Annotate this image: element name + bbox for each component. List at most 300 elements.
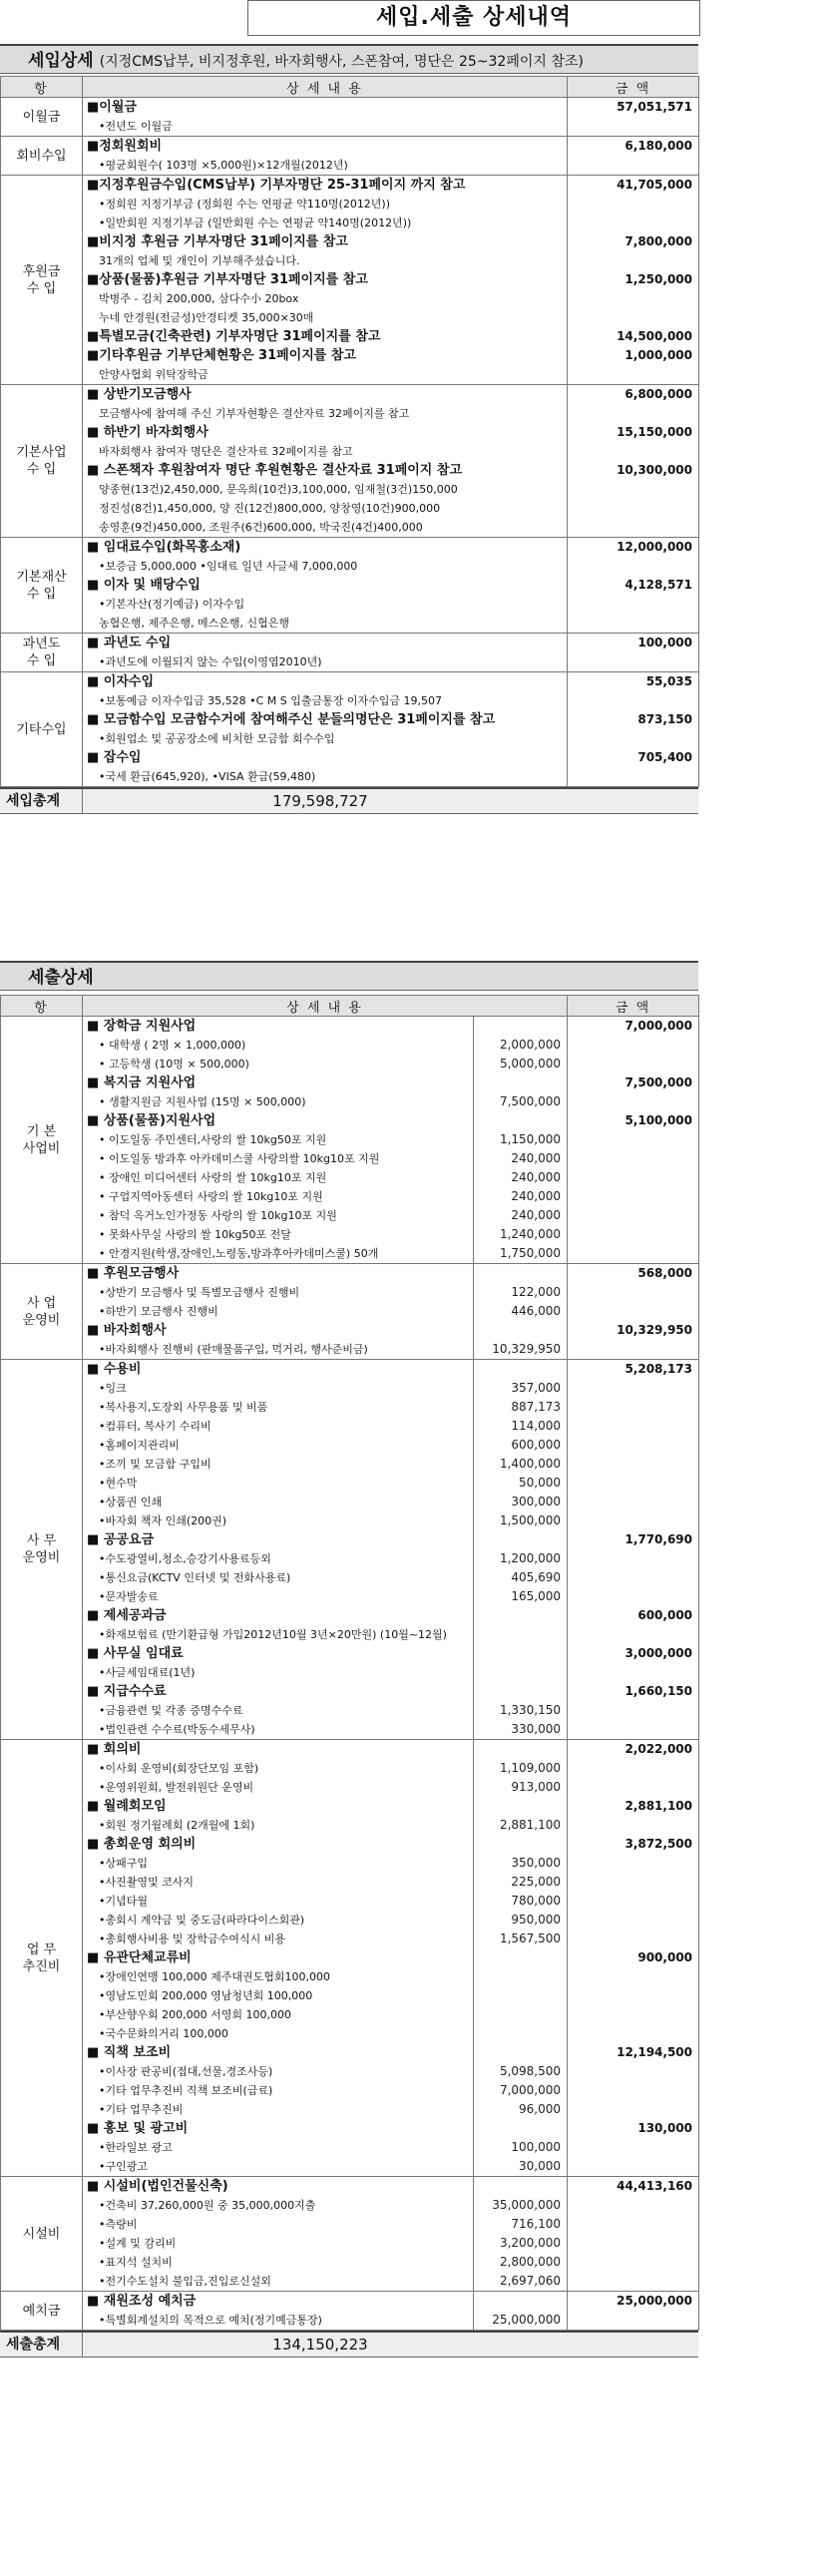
income-row [1, 176, 699, 385]
income-item-amount: 55,035 [645, 674, 692, 688]
expense-item-subamount: 913,000 [511, 1780, 562, 1794]
income-category: 회비수입 [1, 137, 83, 176]
expense-item-detail: •사진촬영및 코사지 [99, 1876, 194, 1889]
expense-item-amount [568, 2081, 698, 2100]
expense-item-subamount: 950,000 [511, 1913, 562, 1927]
expense-item-detail: •설계 및 감리비 [99, 2237, 177, 2250]
expense-item-amount [568, 1187, 698, 1206]
expense-item-heading: ■ 상품(물품)지원사업 [87, 1113, 216, 1128]
expense-item-subamount [474, 2292, 567, 2311]
expense-item-subamount: 30,000 [519, 2159, 562, 2173]
income-item-heading: ■ 하반기 바자회행사 [87, 425, 209, 440]
income-item-amount [568, 365, 698, 384]
expense-item-amount [568, 2272, 698, 2291]
expense-subamount-cell [474, 1264, 568, 1360]
expense-item-amount: 44,413,160 [617, 2179, 693, 2193]
expense-item-subamount: 716,100 [511, 2217, 562, 2231]
expense-item-subamount [474, 2024, 567, 2043]
expense-item-detail: • 장애인 미디어센터 사랑의 쌀 10kg10포 지원 [99, 1171, 327, 1184]
expense-item-amount [568, 1720, 698, 1739]
income-item-amount: 705,400 [637, 750, 692, 764]
expense-item-heading: ■ 사무실 임대료 [87, 1646, 184, 1661]
income-item-amount: 57,051,571 [617, 100, 692, 114]
expense-heading-text: 세출상세 [28, 968, 94, 988]
expense-item-amount [568, 1549, 698, 1568]
expense-item-amount: 2,881,100 [625, 1799, 693, 1813]
income-detail-cell [83, 385, 568, 538]
expense-item-amount [568, 2138, 698, 2157]
expense-item-subamount [474, 1986, 567, 2005]
expense-item-amount [568, 1930, 698, 1948]
expense-item-detail: •총회행사비용 및 장학금수여식시 비용 [99, 1932, 285, 1945]
expense-item-amount [568, 1474, 698, 1493]
expense-item-detail: •문자발송료 [99, 1590, 159, 1603]
expense-item-heading: ■ 장학금 지원사업 [87, 1019, 197, 1034]
expense-item-detail: •표지석 설치비 [99, 2256, 173, 2269]
expense-item-subamount: 780,000 [511, 1894, 562, 1908]
page-title: 세입.세출 상세내역 [247, 0, 700, 36]
expense-item-amount [568, 1986, 698, 2005]
expense-item-detail: •컴퓨터, 복사기 수리비 [99, 1420, 211, 1433]
expense-item-detail: • 안경지원(학생,장애인,노령동,방과후아카데미스쿨) 50개 [99, 1247, 379, 1260]
income-item-amount: 873,150 [637, 712, 692, 726]
expense-item-detail: •기타 업무추진비 직책 보조비(급료) [99, 2084, 273, 2097]
expense-item-detail: •부산향우회 200,000 서영회 100,000 [99, 2008, 291, 2021]
expense-item-detail: •상반기 모금행사 및 특별모금행사 진행비 [99, 1286, 300, 1299]
income-item-amount [568, 156, 698, 175]
expense-item-subamount [474, 1360, 567, 1379]
expense-item-detail: • 구업지역아동센터 사랑의 쌀 10kg10포 지원 [99, 1190, 323, 1203]
expense-item-subamount: 1,400,000 [499, 1457, 562, 1471]
expense-item-detail: •운영위원회, 발전위원단 운영비 [99, 1781, 254, 1794]
expense-item-amount [568, 1778, 698, 1797]
expense-col-amount: 금 액 [568, 996, 699, 1017]
income-row [1, 538, 699, 634]
expense-row [1, 2292, 699, 2331]
income-row [1, 98, 699, 137]
income-item-detail: •국세 환급(645,920), •VISA 환급(59,480) [99, 770, 316, 783]
expense-item-amount: 1,660,150 [625, 1684, 693, 1698]
income-detail-cell [83, 176, 568, 385]
expense-col-detail: 상 세 내 용 [83, 996, 568, 1017]
income-item-amount: 1,000,000 [625, 348, 692, 362]
income-category: 기타수입 [1, 672, 83, 787]
income-item-detail: 송영훈(9건)450,000, 조원주(6건)600,000, 박국진(4건)400,000 [99, 521, 423, 534]
expense-item-detail: • 대학생 ( 2명 × 1,000,000) [99, 1039, 246, 1052]
expense-item-subamount: 122,000 [511, 1285, 562, 1299]
expense-item-subamount: 1,150,000 [499, 1132, 562, 1146]
income-item-amount [568, 214, 698, 232]
expense-subamount-cell [474, 2177, 568, 2292]
expense-item-subamount [474, 1530, 567, 1549]
expense-item-detail: •이사장 판공비(접대,선물,경조사등) [99, 2065, 273, 2078]
expense-item-amount: 10,329,950 [617, 1323, 693, 1337]
income-item-amount [568, 691, 698, 710]
income-item-detail: 정진성(8건)1,450,000, 양 진(12건)800,000, 양창영(10건)900,000 [99, 502, 441, 515]
expense-item-amount [568, 2100, 698, 2119]
expense-item-subamount: 240,000 [511, 1189, 562, 1203]
expense-item-subamount [474, 1797, 567, 1816]
income-item-amount [568, 518, 698, 537]
expense-item-amount [568, 1149, 698, 1168]
expense-item-subamount: 240,000 [511, 1208, 562, 1222]
expense-detail-cell [83, 1264, 474, 1360]
expense-item-amount [568, 1283, 698, 1302]
expense-item-detail: •화재보험료 (만기환급형 가입2012년10월 3년×20만원) (10월~12월) [99, 1628, 447, 1641]
expense-item-amount [568, 1701, 698, 1720]
income-item-detail: 31개의 업체 및 개인이 기부해주셨습니다. [99, 254, 300, 267]
expense-item-detail: •건축비 37,260,000원 중 35,000,000지출 [99, 2199, 316, 2212]
expense-row [1, 1264, 699, 1360]
expense-item-detail: •금융관련 및 각종 증명수수료 [99, 1704, 243, 1717]
expense-item-subamount [474, 1682, 567, 1701]
income-section-heading [0, 44, 698, 74]
expense-item-amount [568, 1911, 698, 1930]
expense-item-subamount [474, 1835, 567, 1854]
expense-item-subamount [474, 1967, 567, 1986]
expense-item-amount [568, 1759, 698, 1778]
expense-item-heading: ■ 홍보 및 광고비 [87, 2121, 189, 2136]
expense-item-heading: ■ 회의비 [87, 1742, 142, 1757]
expense-item-detail: •구인광고 [99, 2160, 148, 2173]
expense-item-detail: •법인관련 수수료(박동수세무사) [99, 1723, 255, 1736]
income-item-heading: ■ 이자수입 [87, 674, 155, 689]
expense-item-heading: ■ 수용비 [87, 1362, 142, 1377]
income-item-detail: 바자회행사 참여자 명단은 결산자료 32페이지를 참고 [99, 445, 353, 458]
income-item-amount [568, 595, 698, 614]
expense-item-subamount: 2,881,100 [499, 1818, 562, 1832]
income-item-detail: •보통예금 이자수입금 35,528 •C M S 입출금통장 이자수입금 19,507 [99, 694, 442, 707]
income-row [1, 137, 699, 176]
expense-detail-cell [83, 1360, 474, 1740]
expense-item-subamount: 25,000,000 [492, 2313, 562, 2327]
income-amount-cell [568, 98, 699, 137]
expense-item-detail: •조끼 및 모금함 구입비 [99, 1458, 211, 1471]
expense-category: 사 무 운영비 [1, 1360, 83, 1740]
expense-item-amount [568, 1663, 698, 1682]
expense-item-heading: ■ 직책 보조비 [87, 2045, 172, 2060]
income-item-heading: ■특별모금(긴축관련) 기부자명단 31페이지를 참고 [87, 329, 381, 344]
income-amount-cell [568, 176, 699, 385]
expense-item-detail: •회원 정기월례회 (2개월에 1회) [99, 1819, 255, 1832]
expense-category: 업 무 추진비 [1, 1740, 83, 2177]
expense-row [1, 1017, 699, 1264]
expense-item-amount [568, 2062, 698, 2081]
expense-item-detail: •영남도민회 200,000 영남청년회 100,000 [99, 1989, 313, 2002]
income-item-detail: 누네 안경원(전금성)안경티켓 35,000×30매 [99, 311, 314, 324]
expense-item-heading: ■ 총회운영 회의비 [87, 1837, 197, 1852]
expense-item-subamount [474, 1625, 567, 1644]
expense-item-amount [568, 1892, 698, 1911]
income-detail-cell [83, 672, 568, 787]
expense-item-amount: 568,000 [637, 1266, 693, 1280]
expense-item-amount [568, 2234, 698, 2253]
expense-item-amount: 25,000,000 [617, 2294, 693, 2308]
expense-item-subamount: 446,000 [511, 1304, 562, 1318]
expense-item-detail: •상패구입 [99, 1857, 148, 1870]
expense-item-subamount [474, 1073, 567, 1092]
income-item-heading: ■기타후원금 기부단체현황은 31페이지를 참고 [87, 348, 356, 363]
expense-item-heading: ■ 지급수수료 [87, 1684, 167, 1699]
expense-item-detail: •바자회행사 진행비 (판매물품구입, 먹거리, 행사준비금) [99, 1343, 368, 1356]
income-col-amount: 금 액 [568, 77, 699, 98]
expense-amount-cell [568, 1017, 699, 1264]
expense-item-subamount [474, 2005, 567, 2024]
income-item-detail: •일반회원 지정기부금 (일반회원 수는 연평균 약140명(2012년)) [99, 216, 412, 229]
expense-section-heading [0, 961, 698, 991]
income-item-amount: 100,000 [637, 636, 692, 649]
expense-item-heading: ■ 복지금 지원사업 [87, 1075, 197, 1090]
income-item-detail: •과년도에 이월되지 않는 수입(이영엽2010년) [99, 655, 322, 668]
expense-item-amount: 1,770,690 [625, 1532, 693, 1546]
expense-item-subamount [474, 1740, 567, 1759]
expense-item-heading: ■ 월례회모임 [87, 1799, 167, 1814]
expense-item-detail: •바자회 책자 인쇄(200권) [99, 1514, 227, 1527]
expense-item-subamount: 165,000 [511, 1589, 562, 1603]
expense-total-label: 세출총계 [6, 2337, 61, 2353]
expense-subamount-cell [474, 1017, 568, 1264]
income-item-detail: 모금행사에 참여해 주신 기부자현황은 결산자료 32페이지를 참고 [99, 407, 410, 420]
expense-item-subamount: 5,000,000 [499, 1057, 562, 1071]
expense-item-amount [568, 1036, 698, 1055]
expense-item-detail: •전기수도설치 불입금,진입로신설외 [99, 2275, 271, 2288]
expense-item-amount [568, 2157, 698, 2176]
expense-item-subamount: 96,000 [519, 2102, 562, 2116]
income-total-row [0, 787, 698, 814]
income-detail-cell [83, 538, 568, 634]
income-total-value: 179,598,727 [272, 792, 368, 810]
expense-item-subamount [474, 2177, 567, 2196]
income-item-amount [568, 652, 698, 671]
expense-item-subamount: 225,000 [511, 1875, 562, 1889]
expense-item-detail: •상품권 인쇄 [99, 1496, 163, 1508]
expense-item-subamount: 600,000 [511, 1438, 562, 1452]
expense-item-amount: 7,000,000 [625, 1019, 693, 1033]
expense-item-subamount [474, 2119, 567, 2138]
expense-item-detail: •하반기 모금행사 진행비 [99, 1305, 218, 1318]
expense-item-amount: 2,022,000 [625, 1742, 693, 1756]
expense-item-subamount: 357,000 [511, 1381, 562, 1395]
expense-item-subamount [474, 1017, 567, 1036]
income-row [1, 385, 699, 538]
income-item-heading: ■정회원회비 [87, 139, 163, 154]
expense-item-subamount: 2,800,000 [499, 2255, 562, 2269]
expense-item-detail: • 이도일동 방과후 아카데미스쿨 사랑의쌀 10kg10포 지원 [99, 1152, 380, 1165]
expense-item-detail: •기념타월 [99, 1895, 148, 1908]
income-item-detail: •평균회원수( 103명 ×5,000원)×12개월(2012년) [99, 159, 348, 172]
income-item-detail: 박병주 - 김치 200,000, 삼다수小 20box [99, 292, 299, 305]
expense-item-subamount: 1,567,500 [499, 1932, 562, 1945]
expense-item-subamount: 7,000,000 [499, 2083, 562, 2097]
expense-item-subamount: 2,000,000 [499, 1038, 562, 1052]
expense-item-amount [568, 1493, 698, 1511]
expense-item-subamount: 5,098,500 [499, 2064, 562, 2078]
expense-item-subamount: 330,000 [511, 1722, 562, 1736]
expense-item-subamount: 1,750,000 [499, 1246, 562, 1260]
income-item-amount [568, 729, 698, 748]
expense-table [0, 995, 699, 2331]
expense-item-amount [568, 1568, 698, 1587]
income-item-heading: ■ 상반기모금행사 [87, 387, 192, 402]
income-item-heading: ■비지정 후원금 기부자명단 31페이지를 참고 [87, 234, 348, 249]
income-item-amount [568, 308, 698, 327]
income-item-heading: ■이월금 [87, 100, 137, 115]
income-item-detail: •보증금 5,000,000 •임대료 일년 사글세 7,000,000 [99, 560, 358, 573]
expense-item-detail: •측량비 [99, 2218, 138, 2231]
income-item-amount [568, 767, 698, 786]
expense-amount-cell [568, 1264, 699, 1360]
income-item-heading: ■ 잡수입 [87, 750, 142, 765]
expense-item-subamount: 240,000 [511, 1151, 562, 1165]
income-item-amount [568, 404, 698, 423]
income-item-amount [568, 499, 698, 518]
income-item-heading: ■지정후원금수입(CMS납부) 기부자명단 25-31페이지 까지 참고 [87, 178, 466, 193]
expense-total-value: 134,150,223 [272, 2336, 368, 2354]
expense-item-subamount: 240,000 [511, 1170, 562, 1184]
expense-item-detail: •홈페이지관리비 [99, 1439, 180, 1452]
expense-item-amount [568, 1455, 698, 1474]
income-amount-cell [568, 672, 699, 787]
income-amount-cell [568, 634, 699, 672]
income-item-detail: 안양사협회 위탁장학금 [99, 368, 209, 381]
expense-item-amount: 130,000 [637, 2121, 693, 2135]
expense-item-detail: •이사회 운영비(회장단모임 포함) [99, 1762, 259, 1775]
expense-item-detail: • 고등학생 (10명 × 500,000) [99, 1058, 249, 1071]
expense-item-heading: ■ 제세공과금 [87, 1608, 167, 1623]
expense-item-detail: •복사용지,도장외 사무용품 및 비품 [99, 1401, 268, 1414]
expense-category: 사 업 운영비 [1, 1264, 83, 1360]
expense-category: 시설비 [1, 2177, 83, 2292]
expense-item-heading: ■ 재원조성 예치금 [87, 2294, 197, 2309]
income-item-amount: 10,300,000 [617, 463, 692, 477]
expense-item-subamount: 300,000 [511, 1495, 562, 1508]
expense-total-row [0, 2331, 698, 2358]
income-item-heading: ■ 모금함수입 모금함수거에 참여해주신 분들의명단은 31페이지를 참고 [87, 712, 496, 727]
income-item-amount [568, 251, 698, 270]
expense-item-detail: •수도광열비,청소,승강기사용료등외 [99, 1552, 271, 1565]
expense-item-subamount [474, 1644, 567, 1663]
income-category: 기본재산 수 입 [1, 538, 83, 634]
expense-category: 예치금 [1, 2292, 83, 2331]
income-item-amount [568, 195, 698, 214]
expense-subamount-cell [474, 1360, 568, 1740]
expense-col-category: 항 [1, 996, 83, 1017]
expense-item-amount [568, 2005, 698, 2024]
expense-item-amount: 3,000,000 [625, 1646, 693, 1660]
expense-item-detail: • 못화사무실 사랑의 쌀 10kg50포 전달 [99, 1228, 291, 1241]
expense-item-amount [568, 2215, 698, 2234]
income-item-amount: 6,180,000 [625, 139, 692, 153]
expense-item-amount: 5,100,000 [625, 1113, 693, 1127]
expense-item-subamount: 7,500,000 [499, 1094, 562, 1108]
expense-item-amount: 600,000 [637, 1608, 693, 1622]
income-item-amount: 41,705,000 [617, 178, 692, 192]
expense-item-subamount: 1,200,000 [499, 1551, 562, 1565]
income-col-category: 항 [1, 77, 83, 98]
expense-detail-cell [83, 2177, 474, 2292]
expense-item-amount [568, 1130, 698, 1149]
expense-item-amount [568, 1168, 698, 1187]
income-detail-cell [83, 634, 568, 672]
expense-item-amount: 7,500,000 [625, 1075, 693, 1089]
income-item-heading: ■ 스폰책자 후원참여자 명단 후원현황은 결산자료 31페이지 참고 [87, 463, 463, 478]
income-item-heading: ■ 이자 및 배당수입 [87, 578, 201, 593]
income-heading-text: 세입상세 [28, 51, 94, 71]
expense-item-amount: 12,194,500 [617, 2045, 693, 2059]
expense-item-subamount [474, 1264, 567, 1283]
income-item-amount [568, 289, 698, 308]
income-detail-cell [83, 98, 568, 137]
income-category: 이월금 [1, 98, 83, 137]
expense-item-subamount: 100,000 [511, 2140, 562, 2154]
income-item-detail: 농협은행, 제주은행, 메스은행, 신협은행 [99, 617, 289, 630]
expense-item-subamount: 10,329,950 [492, 1342, 562, 1356]
income-col-detail: 상 세 내 용 [83, 77, 568, 98]
income-item-heading: ■ 과년도 수입 [87, 636, 172, 650]
expense-item-subamount: 1,500,000 [499, 1513, 562, 1527]
expense-item-subamount [474, 1948, 567, 1967]
expense-item-subamount [474, 1606, 567, 1625]
income-item-detail: 양종현(13건)2,450,000, 문옥희(10건)3,100,000, 임재철(3건)150,000 [99, 483, 458, 496]
expense-item-amount [568, 1340, 698, 1359]
expense-item-amount [568, 2196, 698, 2215]
expense-item-detail: •잉크 [99, 1382, 127, 1395]
income-item-amount: 7,800,000 [625, 234, 692, 248]
expense-item-amount [568, 1511, 698, 1530]
expense-item-amount: 900,000 [637, 1950, 693, 1964]
expense-item-amount [568, 2024, 698, 2043]
income-item-amount: 6,800,000 [625, 387, 692, 401]
income-item-amount: 14,500,000 [617, 329, 692, 343]
expense-item-detail: •사글세임대료(1년) [99, 1666, 196, 1679]
expense-item-subamount [474, 1663, 567, 1682]
expense-item-amount [568, 2253, 698, 2272]
expense-item-detail: • 참덕 옥거노인가정동 사랑의 쌀 10kg10포 지원 [99, 1209, 337, 1222]
expense-item-subamount: 114,000 [511, 1419, 562, 1433]
expense-item-amount [568, 1379, 698, 1398]
income-amount-cell [568, 137, 699, 176]
expense-item-amount: 3,872,500 [625, 1837, 693, 1851]
expense-item-amount [568, 1092, 698, 1111]
expense-item-amount [568, 1244, 698, 1263]
expense-item-amount [568, 1417, 698, 1436]
expense-item-subamount: 887,173 [511, 1400, 562, 1414]
expense-item-amount [568, 1436, 698, 1455]
expense-amount-cell [568, 2292, 699, 2331]
expense-row [1, 1740, 699, 2177]
expense-item-detail: •한라일보 광고 [99, 2141, 173, 2154]
expense-item-subamount: 350,000 [511, 1856, 562, 1870]
income-category: 과년도 수 입 [1, 634, 83, 672]
expense-item-amount [568, 1625, 698, 1644]
expense-item-amount [568, 1873, 698, 1892]
expense-item-subamount: 1,330,150 [499, 1703, 562, 1717]
income-item-amount: 4,128,571 [625, 578, 692, 592]
income-item-detail: •회원업소 및 공공장소에 비치한 모금함 회수수입 [99, 732, 335, 745]
income-detail-cell [83, 137, 568, 176]
income-item-detail: •기본자산(정기예금) 이자수입 [99, 598, 245, 611]
income-item-amount: 12,000,000 [617, 540, 692, 554]
expense-item-heading: ■ 시설비(법인건물신축) [87, 2179, 228, 2194]
expense-item-amount [568, 1225, 698, 1244]
income-item-amount [568, 117, 698, 136]
expense-item-subamount: 405,690 [511, 1570, 562, 1584]
expense-item-heading: ■ 바자회행사 [87, 1323, 167, 1338]
expense-item-detail: •통신요금(KCTV 인터넷 및 전화사용료) [99, 1571, 291, 1584]
expense-item-amount [568, 1816, 698, 1835]
income-item-amount [568, 480, 698, 499]
income-item-amount [568, 442, 698, 461]
